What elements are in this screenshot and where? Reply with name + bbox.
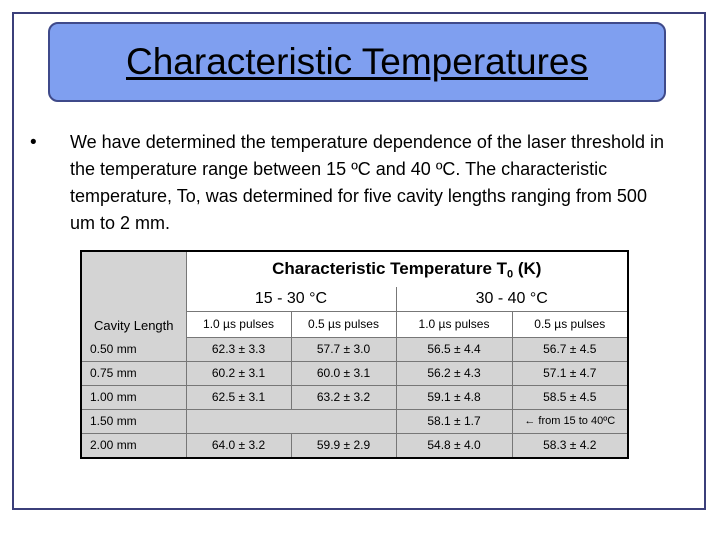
row-label: 2.00 mm: [81, 433, 186, 458]
column-header-cavity-length: Cavity Length: [94, 318, 174, 333]
slide-title: Characteristic Temperatures: [126, 41, 588, 82]
table-cell: 58.3 ± 4.2: [512, 433, 628, 458]
table-cell: 62.5 ± 3.1: [186, 385, 291, 409]
column-header: 1.0 µs pulses: [396, 311, 512, 337]
table-cell: 54.8 ± 4.0: [396, 433, 512, 458]
range-header-15-30: 15 - 30 °C: [186, 287, 396, 311]
bullet-marker: •: [30, 132, 37, 153]
table-cell: 59.1 ± 4.8: [396, 385, 512, 409]
table-cell: 57.1 ± 4.7: [512, 361, 628, 385]
characteristic-temperature-table: [80, 250, 629, 459]
row-label: 0.75 mm: [81, 361, 186, 385]
table-row: [81, 409, 628, 433]
cavity-length-header-cell: [81, 251, 186, 337]
range-header-30-40: 30 - 40 °C: [396, 287, 628, 311]
column-header: 1.0 µs pulses: [186, 311, 291, 337]
table-cell: 56.2 ± 4.3: [396, 361, 512, 385]
table-caption: Characteristic Temperature $T_0$ (K): [186, 251, 628, 287]
row-label: 0.50 mm: [81, 337, 186, 361]
table-cell-note: ← from 15 to 40ºC: [512, 409, 628, 433]
table-cell: 56.5 ± 4.4: [396, 337, 512, 361]
table-cell: 60.2 ± 3.1: [186, 361, 291, 385]
table-row: [81, 337, 628, 361]
table-cell: 57.7 ± 3.0: [291, 337, 396, 361]
table-cell: 63.2 ± 3.2: [291, 385, 396, 409]
column-header: 0.5 µs pulses: [291, 311, 396, 337]
table-cell: 58.5 ± 4.5: [512, 385, 628, 409]
table-row: [81, 385, 628, 409]
table-cell: 59.9 ± 2.9: [291, 433, 396, 458]
table-row: [81, 433, 628, 458]
row-label: 1.00 mm: [81, 385, 186, 409]
title-box: [48, 22, 666, 102]
table-cell: 58.1 ± 1.7: [396, 409, 512, 433]
table-cell: 60.0 ± 3.1: [291, 361, 396, 385]
table-cell: [291, 409, 396, 433]
bullet-point: [30, 129, 670, 237]
table-row: [81, 361, 628, 385]
table-cell: 64.0 ± 3.2: [186, 433, 291, 458]
table-cell: 56.7 ± 4.5: [512, 337, 628, 361]
row-label: 1.50 mm: [81, 409, 186, 433]
bullet-text: We have determined the temperature dependence of the laser threshold in the temperature range between 15 ºC and 40 ºC. The characteristic temperature, To, was determined for five cavity lengths ranging from 500 um to 2 mm.: [70, 132, 665, 233]
column-header: 0.5 µs pulses: [512, 311, 628, 337]
table-cell: [186, 409, 291, 433]
table-cell: 62.3 ± 3.3: [186, 337, 291, 361]
